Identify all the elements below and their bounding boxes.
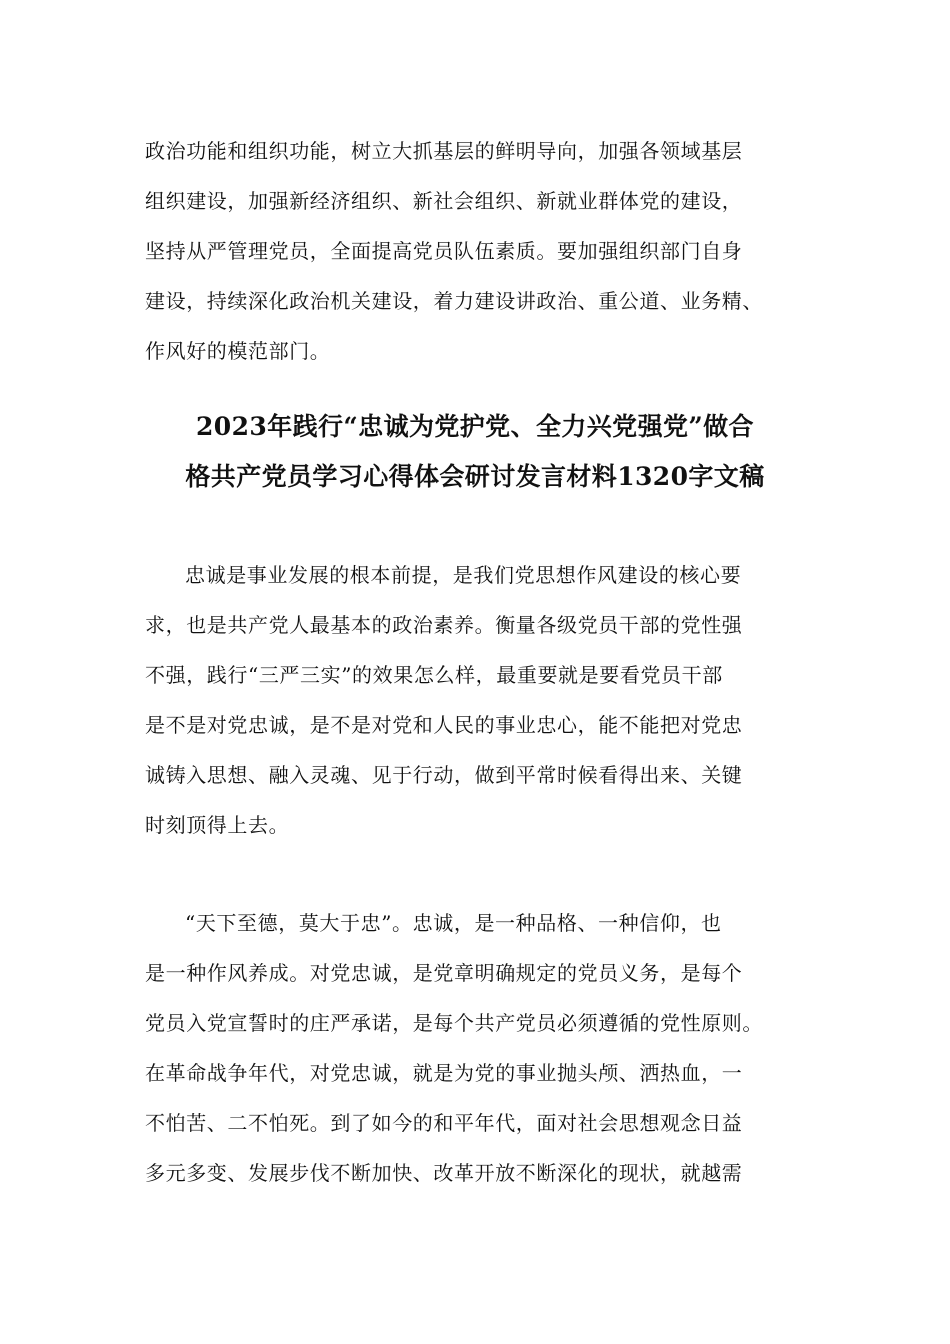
paragraph1-line-4: 是不是对党忠诚，是不是对党和人民的事业忠心，能不能把对党忠 — [145, 713, 743, 737]
intro-line-4: 建设，持续深化政治机关建设，着力建设讲政治、重公道、业务精、 — [145, 289, 763, 313]
paragraph2-line-2: 是一种作风养成。对党忠诚，是党章明确规定的党员义务，是每个 — [145, 961, 743, 985]
paragraph1-line-3: 不强，践行“三严三实”的效果怎么样，最重要就是要看党员干部 — [145, 663, 723, 687]
paragraph1-line-2: 求，也是共产党人最基本的政治素养。衡量各级党员干部的党性强 — [145, 613, 743, 637]
intro-line-3: 坚持从严管理党员，全面提高党员队伍素质。要加强组织部门自身 — [145, 239, 743, 263]
paragraph2-line-1: “天下至德，莫大于忠”。忠诚，是一种品格、一种信仰，也 — [185, 911, 722, 935]
paragraph2-line-6: 多元多变、发展步伐不断加快、改革开放不断深化的现状，就越需 — [145, 1161, 743, 1185]
intro-line-1: 政治功能和组织功能，树立大抓基层的鲜明导向，加强各领域基层 — [145, 139, 743, 163]
document-title-line-1: 2023年践行“忠诚为党护党、全力兴党强党”做合 — [196, 412, 754, 441]
paragraph1-line-1: 忠诚是事业发展的根本前提，是我们党思想作风建设的核心要 — [185, 563, 742, 587]
paragraph1-line-5: 诚铸入思想、融入灵魂、见于行动，做到平常时候看得出来、关键 — [145, 763, 743, 787]
paragraph1-line-6: 时刻顶得上去。 — [145, 813, 290, 837]
document-title-line-2: 格共产党员学习心得体会研讨发言材料1320字文稿 — [185, 462, 765, 491]
paragraph2-line-5: 不怕苦、二不怕死。到了如今的和平年代，面对社会思想观念日益 — [145, 1111, 743, 1135]
paragraph2-line-3: 党员入党宣誓时的庄严承诺，是每个共产党员必须遵循的党性原则。 — [145, 1011, 763, 1035]
paragraph2-line-4: 在革命战争年代，对党忠诚，就是为党的事业抛头颅、洒热血，一 — [145, 1061, 743, 1085]
intro-line-5: 作风好的模范部门。 — [145, 339, 331, 363]
intro-line-2: 组织建设，加强新经济组织、新社会组织、新就业群体党的建设， — [145, 189, 743, 213]
